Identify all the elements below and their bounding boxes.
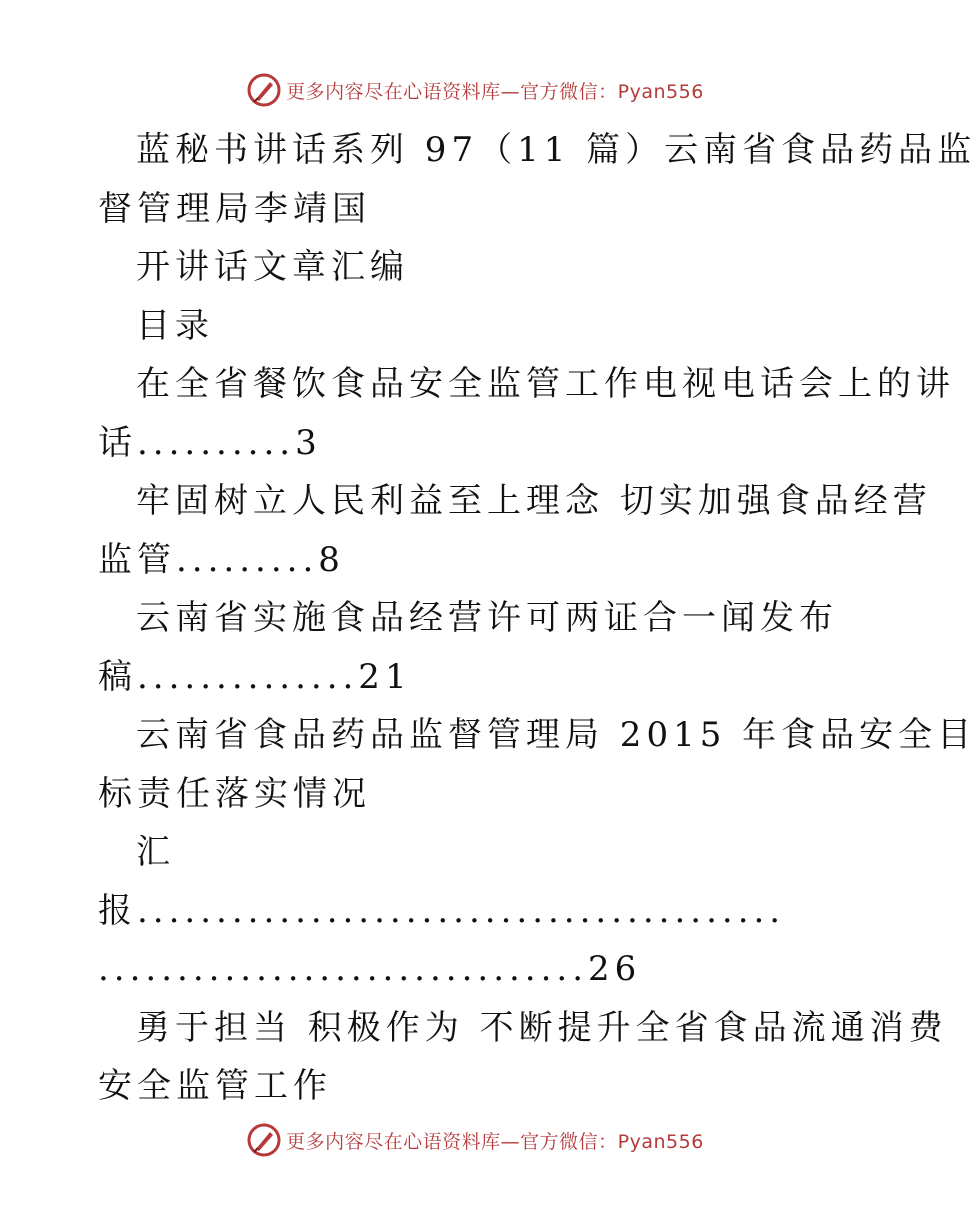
footer-banner — [0, 1120, 950, 1160]
document-line: 目录 — [136, 305, 214, 346]
document-line: 在全省餐饮食品安全监管工作电视电话会上的讲 — [136, 364, 955, 404]
document-line: ...............................26 — [98, 949, 642, 989]
document-line: 督管理局李靖国 — [98, 188, 371, 229]
header-banner-text: 更多内容尽在心语资料库—官方微信：Pyan556 — [286, 80, 704, 103]
document-line: 蓝秘书讲话系列 97（11 篇）云南省食品药品监 — [136, 130, 976, 170]
document-line: 稿..............21 — [98, 656, 412, 697]
document-line: 安全监管工作 — [98, 1066, 332, 1106]
document-body — [98, 121, 976, 1116]
document-line: 云南省食品药品监督管理局 2015 年食品安全目 — [136, 715, 976, 755]
footer-banner-text: 更多内容尽在心语资料库—官方微信：Pyan556 — [286, 1130, 704, 1153]
document-line: 报......................................... — [98, 890, 786, 931]
quill-seal-icon — [246, 1122, 282, 1158]
document-line: 勇于担当 积极作为 不断提升全省食品流通消费 — [136, 1007, 948, 1048]
document-line: 标责任落实情况 — [98, 773, 371, 814]
document-line: 云南省实施食品经营许可两证合一闻发布 — [136, 598, 838, 638]
document-line: 话..........3 — [98, 422, 322, 463]
document-line: 牢固树立人民利益至上理念 切实加强食品经营 — [136, 481, 932, 521]
document-line: 开讲话文章汇编 — [136, 247, 409, 287]
document-line: 监管.........8 — [98, 539, 345, 580]
header-banner — [0, 70, 950, 110]
document-line: 汇 — [136, 832, 175, 872]
quill-seal-icon — [246, 72, 282, 108]
